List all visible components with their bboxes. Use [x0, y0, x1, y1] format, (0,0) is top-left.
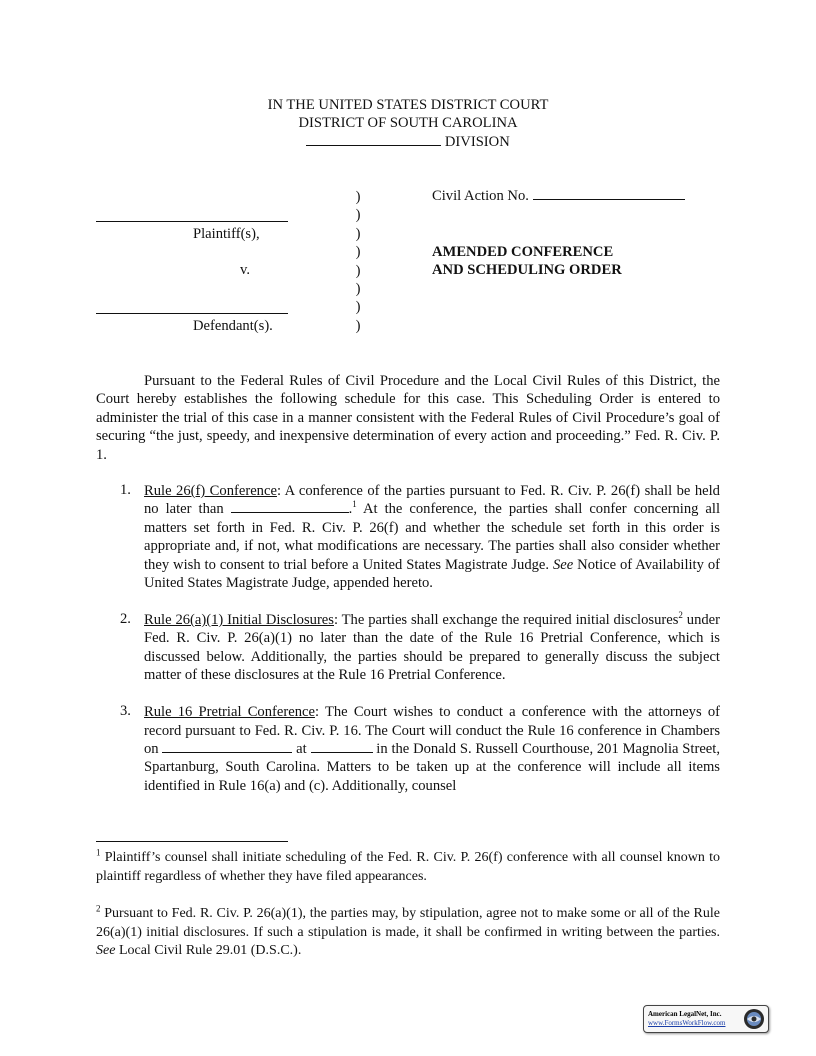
pretrial-date-blank[interactable] [162, 752, 292, 753]
paren: ) [355, 207, 361, 223]
plaintiff-name-blank[interactable] [96, 208, 288, 222]
publisher-url[interactable]: www.FormsWorkFlow.com [648, 1019, 726, 1027]
defendant-name-blank[interactable] [96, 300, 288, 314]
paren: ) [355, 299, 361, 315]
defendant-label: Defendant(s). [193, 318, 273, 334]
plaintiff-label: Plaintiff(s), [193, 226, 260, 242]
list-item: 2. Rule 26(a)(1) Initial Disclosures: The parties shall exchange the required initial disclosures$^2$ under Fed. R. Civ. P. 26(a)(1) no later than the date of the Rule 16 Pretrial Conference, which is discussed below. Additionally, the parties should be prepared to generally discuss the subject matter of these disclosures at the Rule 16 Pretrial Conference. [120, 610, 720, 684]
footnote-ref[interactable]: 1 [352, 499, 357, 510]
intro-paragraph: Pursuant to the Federal Rules of Civil Procedure and the Local Civil Rules of this District, the Court hereby establishes the following schedule for this case. This Scheduling Order is entered to administer the trial of this case in a manner consistent with the Federal Rules of Civil Procedure’s goal of securing “the just, speedy, and inexpensive determination of every action and proceeding.” Fed. R. Civ. P. 1. [96, 373, 720, 463]
division-blank[interactable] [306, 145, 441, 146]
civil-action-row [432, 188, 685, 205]
footnote-1: $^1$ Plaintiff’s counsel shall initiate scheduling of the Fed. R. Civ. P. 26(f) conference with all counsel known to plaintiff regardless of whether they have filed appearances. [96, 847, 720, 884]
item-text: Rule 16 Pretrial Conference: The Court wishes to conduct a conference with the attorneys of record pursuant to Fed. R. Civ. P. 16. The Court will conduct the Rule 16 conference in Chambers on at in the Donald S. Russell Courthouse, 201 Magnolia Street, Spartanburg, South Carolina. Matters to be taken up at the conference will include all items identified in Rule 16(a) and (c). Additionally, counsel [144, 704, 720, 794]
paren: ) [355, 263, 361, 279]
publisher-badge[interactable] [643, 1005, 769, 1033]
list-item: 3. Rule 16 Pretrial Conference: The Court wishes to conduct a conference with the attorneys of record pursuant to Fed. R. Civ. P. 16. The Court will conduct the Rule 16 conference in Chambers on at in the Donald S. Russell Courthouse, 201 Magnolia Street, Spartanburg, South Carolina. Matters to be taken up at the conference will include all items identified in Rule 16(a) and (c). Additionally, counsel [120, 703, 720, 794]
court-name: IN THE UNITED STATES DISTRICT COURT [267, 97, 549, 113]
item-text: Rule 26(f) Conference: A conference of the parties pursuant to Fed. R. Civ. P. 26(f) shall be held no later than .$^1$ At the conference, the parties shall confer concerning all matters set forth in Fed. R. Civ. P. 26(f) and whether the schedule set forth in this order is appropriate and, if not, what modifications are necessary. The parties shall also consider whether they wish to consent to trial before a United States Magistrate Judge. See Notice of Availability of United States Magistrate Judge, appended hereto. [144, 483, 721, 592]
globe-icon [743, 1008, 765, 1030]
footnote-2: $^2$ Pursuant to Fed. R. Civ. P. 26(a)(1), the parties may, by stipulation, agree not to make some or all of the Rule 26(a)(1) initial disclosures. If such a stipulation is made, it shall be confirmed in writing between the parties. See Local Civil Rule 29.01 (D.S.C.). [96, 903, 720, 959]
paren: ) [355, 226, 361, 242]
court-district: DISTRICT OF SOUTH CAROLINA [298, 115, 518, 132]
paren: ) [355, 244, 361, 260]
paren: ) [355, 281, 361, 297]
court-header [0, 96, 816, 151]
footnote-ref[interactable]: 2 [678, 610, 683, 621]
publisher-name: American LegalNet, Inc. [648, 1010, 722, 1018]
footnote-divider [96, 841, 288, 842]
list-item: 1. Rule 26(f) Conference: A conference of the parties pursuant to Fed. R. Civ. P. 26(f) shall be held no later than .$^1$ At the conference, the parties shall confer concerning all matters set forth in Fed. R. Civ. P. 26(f) and whether the schedule set forth in this order is appropriate and, if not, what modifications are necessary. The parties shall also consider whether they wish to consent to trial before a United States Magistrate Judge. See Notice of Availability of United States Magistrate Judge, appended hereto. [120, 482, 721, 592]
paren: ) [355, 318, 361, 334]
pretrial-time-blank[interactable] [311, 752, 373, 753]
versus-label: v. [240, 262, 250, 278]
item-heading: Rule 26(f) Conference [144, 483, 277, 499]
civil-action-label: Civil Action No. [432, 188, 529, 204]
order-title: AMENDED CONFERENCE AND SCHEDULING ORDER [432, 244, 622, 279]
item-heading: Rule 16 Pretrial Conference [144, 704, 315, 721]
item-heading: Rule 26(a)(1) Initial Disclosures [144, 612, 334, 629]
court-division: DIVISION [0, 133, 816, 151]
schedule-list [120, 482, 720, 795]
paren: ) [355, 189, 361, 205]
item-text: Rule 26(a)(1) Initial Disclosures: The parties shall exchange the required initial disclosures$^2$ under Fed. R. Civ. P. 26(a)(1) no later than the date of the Rule 16 Pretrial Conference, which is discussed below. Additionally, the parties should be prepared to generally discuss the subject matter of these disclosures at the Rule 16 Pretrial Conference. [144, 610, 720, 684]
conference-date-blank[interactable] [231, 512, 349, 513]
civil-action-number-blank[interactable] [533, 199, 685, 200]
